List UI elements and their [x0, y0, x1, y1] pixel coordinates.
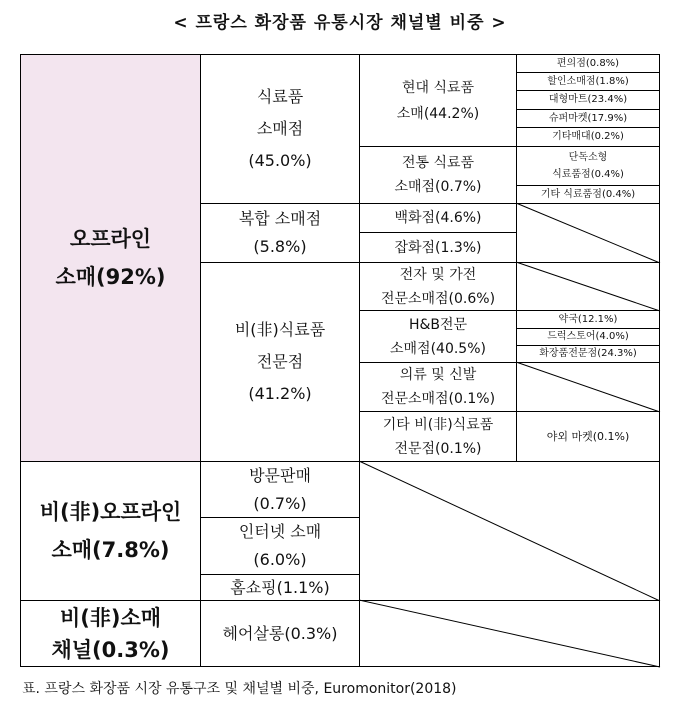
visit-label-2: (0.7%)	[253, 493, 307, 513]
outdoor-market-label: 야외 마켓(0.1%)	[546, 429, 630, 443]
hypermarket-cell	[516, 90, 660, 110]
nonfood-label-3: (41.2%)	[248, 384, 312, 403]
empty-apparel-cell	[516, 362, 660, 412]
offline-label-1: 오프라인	[69, 227, 152, 251]
electronics-label-2: 전문소매점(0.6%)	[380, 290, 496, 307]
food-label-1: 식료품	[256, 87, 304, 106]
modern-food-cell	[359, 54, 517, 147]
other-nonfood-label-1: 기타 비(非)식료품	[382, 416, 494, 433]
non-retail-label-2: 채널(0.3%)	[51, 637, 170, 662]
modern-food-label-1: 현대 식료품	[401, 79, 475, 96]
pharmacy-label: 약국(12.1%)	[558, 313, 618, 325]
pharmacy-cell	[516, 310, 660, 329]
other-nonfood-cell	[359, 411, 517, 462]
variety-label: 잡화점(1.3%)	[394, 239, 482, 256]
nonfood-label-1: 비(非)식료품	[234, 320, 326, 339]
discount-label: 할인소매점(1.8%)	[547, 75, 629, 87]
small-grocery-label-1: 단독소형	[568, 152, 608, 163]
convenience-label: 편의점(0.8%)	[556, 57, 620, 69]
nonfood-specialty-cell	[200, 262, 360, 462]
offline-label-2: 소매(92%)	[55, 265, 166, 289]
traditional-food-cell	[359, 146, 517, 204]
offline-retail-cell	[20, 54, 201, 462]
nonfood-label-2: 전문점	[256, 352, 304, 371]
cosmetics-store-label: 화장품전문점(24.3%)	[539, 348, 637, 359]
drugstore-label: 드럭스토어(4.0%)	[547, 331, 629, 342]
small-grocery-label-2: 식료품점(0.4%)	[552, 169, 624, 180]
supermarket-label: 슈퍼마켓(17.9%)	[548, 112, 628, 124]
electronics-store-cell	[359, 262, 517, 311]
modern-food-label-2: 소매(44.2%)	[396, 105, 480, 122]
home-shopping-cell	[200, 574, 360, 601]
apparel-label-2: 전문소매점(0.1%)	[380, 391, 496, 407]
other-grocery-label: 기타 식료품점(0.4%)	[540, 188, 636, 200]
complex-label-2: (5.8%)	[253, 237, 307, 256]
apparel-label-1: 의류 및 신발	[399, 367, 477, 383]
non-offline-label-1: 비(非)오프라인	[39, 500, 182, 524]
hypermarket-label: 대형마트(23.4%)	[548, 94, 628, 105]
trad-food-label-2: 소매점(0.7%)	[394, 179, 482, 195]
visit-label-1: 방문판매	[249, 465, 311, 485]
internet-retail-cell	[200, 517, 360, 575]
other-stall-cell	[516, 127, 660, 147]
empty-nonretail-block	[359, 600, 660, 667]
hair-salon-cell	[200, 600, 360, 667]
hb-store-cell	[359, 310, 517, 363]
hair-label: 헤어살롱(0.3%)	[222, 623, 338, 643]
empty-nonoffline-block	[359, 461, 660, 601]
non-offline-retail-cell	[20, 461, 201, 601]
small-grocery-cell	[516, 146, 660, 186]
discount-store-cell	[516, 72, 660, 91]
homeshop-label: 홈쇼핑(1.1%)	[230, 577, 330, 597]
variety-store-cell	[359, 232, 517, 263]
supermarket-cell	[516, 109, 660, 128]
department-store-cell	[359, 203, 517, 233]
food-retail-cell	[200, 54, 360, 204]
internet-label-1: 인터넷 소매	[238, 522, 322, 541]
food-label-2: 소매점	[256, 119, 304, 138]
electronics-label-1: 전자 및 가전	[399, 266, 477, 283]
other-grocery-cell	[516, 185, 660, 204]
internet-label-2: (6.0%)	[253, 550, 307, 569]
outdoor-market-cell	[516, 411, 660, 462]
page-title: < 프랑스 화장품 유통시장 채널별 비중 >	[173, 13, 507, 33]
non-offline-label-2: 소매(7.8%)	[51, 538, 170, 562]
non-retail-cell	[20, 600, 201, 667]
door-to-door-cell	[200, 461, 360, 518]
other-stall-label: 기타매대(0.2%)	[552, 131, 624, 142]
cosmetics-store-cell	[516, 345, 660, 363]
convenience-store-cell	[516, 54, 660, 73]
empty-complex-cell	[516, 203, 660, 263]
complex-retail-cell	[200, 203, 360, 263]
dept-label: 백화점(4.6%)	[394, 210, 482, 226]
other-nonfood-label-2: 전문점(0.1%)	[394, 440, 482, 457]
hb-label-1: H&B전문	[408, 316, 468, 333]
hb-label-2: 소매점(40.5%)	[390, 340, 486, 357]
table-caption: 표. 프랑스 화장품 시장 유통구조 및 채널별 비중, Euromonitor(2018)	[22, 681, 457, 697]
apparel-store-cell	[359, 362, 517, 412]
food-label-3: (45.0%)	[248, 151, 312, 170]
complex-label-1: 복합 소매점	[238, 209, 322, 228]
drugstore-cell	[516, 328, 660, 346]
trad-food-label-1: 전통 식료품	[401, 155, 475, 171]
non-retail-label-1: 비(非)소매	[59, 605, 162, 630]
empty-electronics-cell	[516, 262, 660, 311]
